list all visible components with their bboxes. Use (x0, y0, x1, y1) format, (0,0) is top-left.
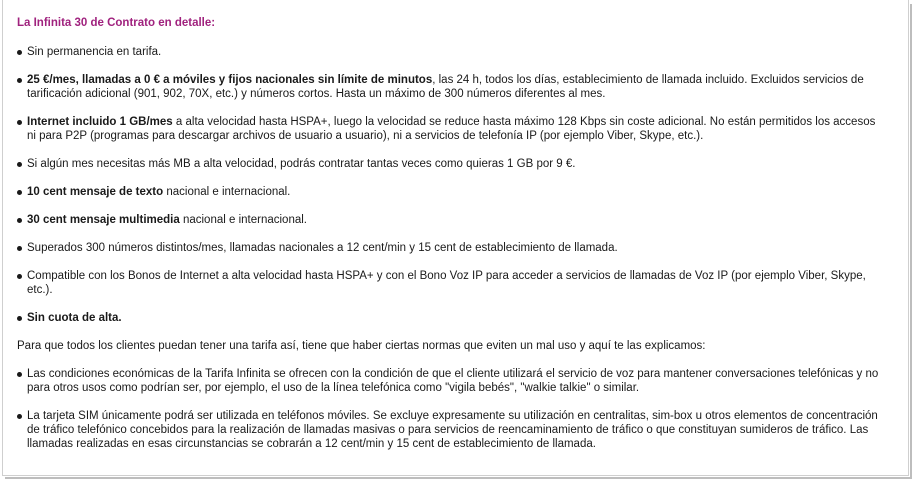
list-item (17, 213, 887, 227)
bullet-icon (17, 50, 22, 55)
item-text: Si algún mes necesitas más MB a alta velocidad, podrás contratar tantas veces como quieras 1 GB por 9 €. (27, 158, 576, 170)
tariff-details (17, 16, 887, 465)
item-text: Sin permanencia en tarifa. (27, 46, 162, 58)
list-item (17, 409, 887, 451)
bullet-icon (17, 246, 22, 251)
item-text: nacional e internacional. (179, 214, 307, 226)
bullet-icon (17, 120, 22, 125)
usage-rules-intro: Para que todos los clientes puedan tener una tarifa así, tiene que haber ciertas normas que eviten un mal uso y aquí te las explicamos: (17, 340, 706, 352)
rule-text: Las condiciones económicas de la Tarifa Infinita se ofrecen con la condición de que el cliente utilizará el servicio de voz para mantener conversaciones telefónicas y no para otros usos como podrían ser, por ejemplo, el uso de la línea telefónica como "vigila bebés", "walkie talkie" o similar. (27, 368, 879, 394)
bullet-icon (17, 218, 22, 223)
item-bold: 30 cent mensaje multimedia (27, 214, 180, 226)
frame-shadow-right (910, 4, 912, 478)
item-text: Compatible con los Bonos de Internet a alta velocidad hasta HSPA+ y con el Bono Voz IP para acceder a servicios de llamadas de Voz IP (por ejemplo Viber, Skype, etc.). (27, 270, 866, 296)
bullet-icon (17, 78, 22, 83)
rule-text: La tarjeta SIM únicamente podrá ser utilizada en teléfonos móviles. Se excluye expresamente su utilización en centralitas, sim-box u otros elementos de concentración de tráfico telefónico concebidos para la realización de llamadas masivas o para servicios de reencaminamiento de tráfico o que constituyan sumideros de tráfico. Las llamadas realizadas en esas circunstancias se cobrarán a 12 cent/min y 15 cent de establecimiento de llamada. (27, 410, 878, 450)
bullet-icon (17, 274, 22, 279)
item-bold: Sin cuota de alta. (27, 312, 122, 324)
list-item (17, 269, 887, 297)
list-item (17, 115, 887, 143)
section-title: La Infinita 30 de Contrato en detalle: (17, 17, 216, 29)
feature-list (17, 45, 887, 325)
item-text: , las 24 h, todos los días, establecimiento de llamada incluido. Excluidos servicios de tarificación adicional (901, 902, 70X, etc.) y números cortos. Hasta un máximo de 300 números diferentes al mes. (27, 74, 864, 100)
list-item (17, 241, 887, 255)
bullet-icon (17, 372, 22, 377)
bullet-icon (17, 162, 22, 167)
list-item (17, 157, 887, 171)
list-item (17, 73, 887, 101)
item-text: nacional e internacional. (163, 186, 291, 198)
item-text: Superados 300 números distintos/mes, llamadas nacionales a 12 cent/min y 15 cent de establecimiento de llamada. (27, 242, 618, 254)
item-bold: Internet incluido 1 GB/mes (27, 116, 173, 128)
list-item (17, 185, 887, 199)
usage-rules-list (17, 367, 887, 451)
item-text: a alta velocidad hasta HSPA+, luego la velocidad se reduce hasta máximo 128 Kbps sin coste adicional. No están permitidos los accesos ni para P2P (programas para descargar archivos de usuario a usuario), ni a servicios de telefonía IP (por ejemplo Viber, Skype, etc.). (27, 116, 876, 142)
list-item (17, 367, 887, 395)
item-bold: 25 €/mes, llamadas a 0 € a móviles y fijos nacionales sin límite de minutos (27, 74, 433, 86)
item-bold: 10 cent mensaje de texto (27, 186, 164, 198)
frame-shadow-bottom (5, 477, 912, 479)
list-item (17, 311, 887, 325)
bullet-icon (17, 414, 22, 419)
bullet-icon (17, 190, 22, 195)
list-item (17, 45, 887, 59)
bullet-icon (17, 316, 22, 321)
